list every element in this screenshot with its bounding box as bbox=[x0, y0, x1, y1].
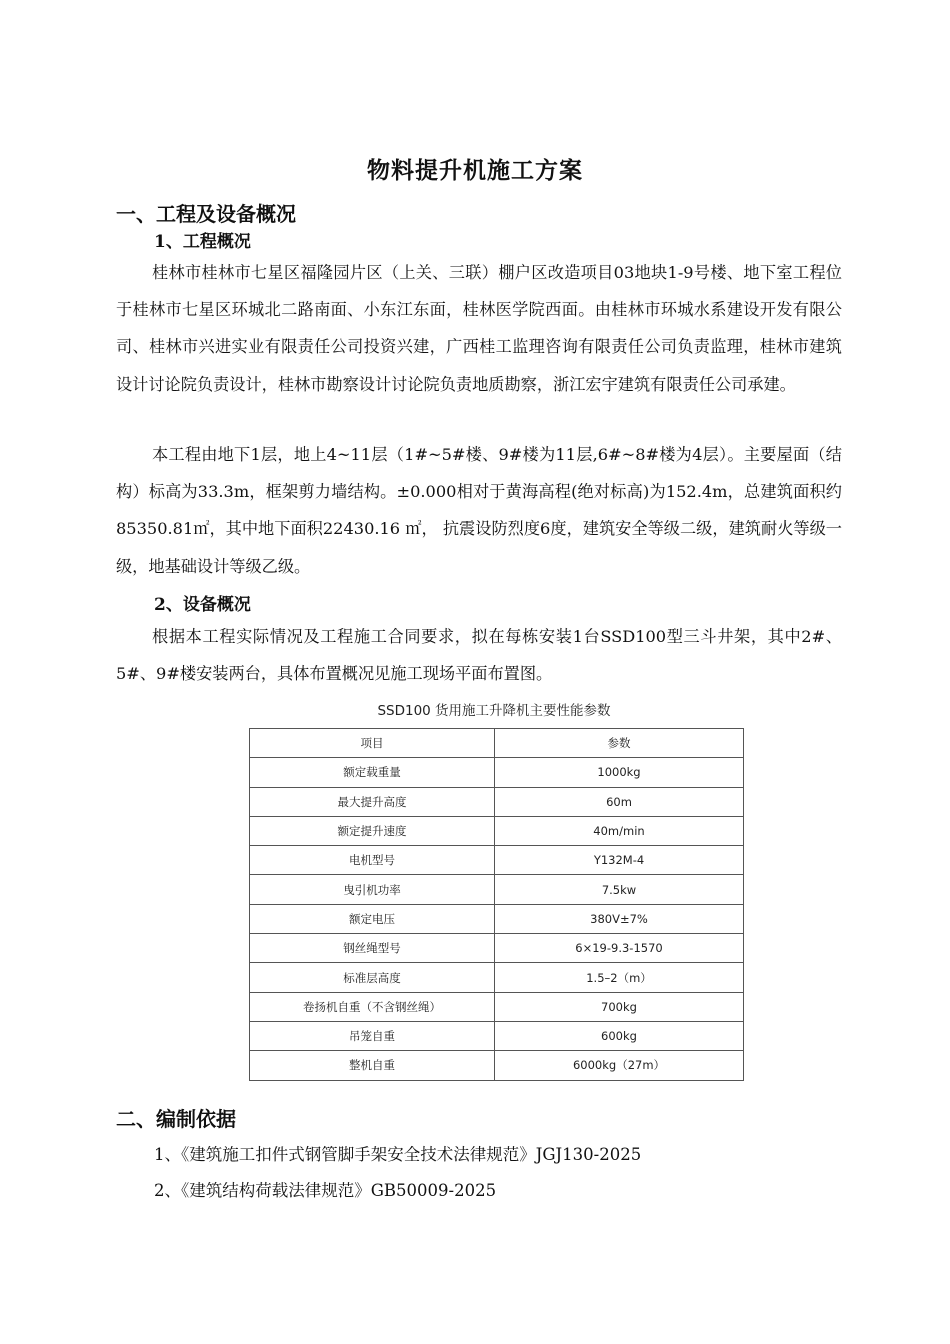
parameter-name-cell: 钢丝绳型号 bbox=[250, 934, 495, 963]
table-row bbox=[250, 758, 744, 787]
parameter-name-cell: 吊笼自重 bbox=[250, 1021, 495, 1050]
parameter-name-cell: 曳引机功率 bbox=[250, 875, 495, 904]
parameter-value-cell: 380V±7% bbox=[495, 904, 744, 933]
table-row bbox=[250, 1021, 744, 1050]
table-row bbox=[250, 1051, 744, 1080]
table-row bbox=[250, 992, 744, 1021]
section-heading-overview: 一、工程及设备概况 bbox=[116, 202, 296, 226]
parameter-value-cell: 60m bbox=[495, 787, 744, 816]
parameter-name-cell: 电机型号 bbox=[250, 846, 495, 875]
table-row bbox=[250, 787, 744, 816]
performance-parameter-table bbox=[249, 728, 744, 1081]
table-row bbox=[250, 904, 744, 933]
table-row bbox=[250, 934, 744, 963]
parameter-value-cell: 700kg bbox=[495, 992, 744, 1021]
parameter-name-cell: 标准层高度 bbox=[250, 963, 495, 992]
parameter-name-cell: 额定载重量 bbox=[250, 758, 495, 787]
table-row bbox=[250, 846, 744, 875]
parameter-name-cell: 整机自重 bbox=[250, 1051, 495, 1080]
reference-item: 2、《建筑结构荷载法律规范》GB50009-2025 bbox=[154, 1181, 497, 1200]
parameter-value-cell: 7.5kw bbox=[495, 875, 744, 904]
parameter-value-cell: 600kg bbox=[495, 1021, 744, 1050]
section-heading-basis: 二、编制依据 bbox=[116, 1107, 236, 1131]
table-row bbox=[250, 875, 744, 904]
parameter-name-cell: 额定电压 bbox=[250, 904, 495, 933]
parameter-name-cell: 卷扬机自重（不含钢丝绳） bbox=[250, 992, 495, 1021]
parameter-value-cell: 1.5–2（m） bbox=[495, 963, 744, 992]
subsection-heading-equipment: 2、设备概况 bbox=[154, 595, 251, 615]
parameter-name-cell: 最大提升高度 bbox=[250, 787, 495, 816]
parameter-value-cell: 6000kg（27m） bbox=[495, 1051, 744, 1080]
equipment-overview-paragraph: 根据本工程实际情况及工程施工合同要求，拟在每栋安装1台SSD100型三斗井架，其中2#、5#、9#楼安装两台，具体布置概况见施工现场平面布置图。 bbox=[116, 627, 842, 684]
project-overview-paragraph: 桂林市桂林市七星区福隆园片区（上关、三联）棚户区改造项目03地块1-9号楼、地下室工程位于桂林市七星区环城北二路南面、小东江东面，桂林医学院西面。由桂林市环城水系建设开发有限公司、桂林市兴进实业有限责任公司投资兴建，广西桂工监理咨询有限责任公司负责监理，桂林市建筑设计讨论院负责设计，桂林市勘察设计讨论院负责地质勘察，浙江宏宇建筑有限责任公司承建。 bbox=[116, 263, 842, 394]
subsection-heading-project: 1、工程概况 bbox=[154, 232, 251, 252]
parameter-value-cell: 6×19-9.3-1570 bbox=[495, 934, 744, 963]
parameter-name-cell: 额定提升速度 bbox=[250, 816, 495, 845]
table-header-row bbox=[250, 729, 744, 758]
header-cell-value: 参数 bbox=[495, 729, 744, 758]
table-row bbox=[250, 963, 744, 992]
table-caption: SSD100 货用施工升降机主要性能参数 bbox=[377, 703, 611, 719]
table-row bbox=[250, 816, 744, 845]
document-title: 物料提升机施工方案 bbox=[367, 157, 583, 184]
parameter-value-cell: 1000kg bbox=[495, 758, 744, 787]
parameter-value-cell: Y132M-4 bbox=[495, 846, 744, 875]
parameter-value-cell: 40m/min bbox=[495, 816, 744, 845]
reference-item: 1、《建筑施工扣件式钢管脚手架安全技术法律规范》JGJ130-2025 bbox=[154, 1145, 642, 1164]
project-structure-paragraph: 本工程由地下1层，地上4~11层（1#~5#楼、9#楼为11层,6#~8#楼为4层）。主要屋面（结构）标高为33.3m，框架剪力墙结构。±0.000相对于黄海高程(绝对标高)为152.4m，总建筑面积约85350.81㎡，其中地下面积22430.16 ㎡， 抗震设防烈度6度，建筑安全等级二级，建筑耐火等级一级，地基础设计等级乙级。 bbox=[116, 445, 842, 576]
header-cell-item: 项目 bbox=[250, 729, 495, 758]
